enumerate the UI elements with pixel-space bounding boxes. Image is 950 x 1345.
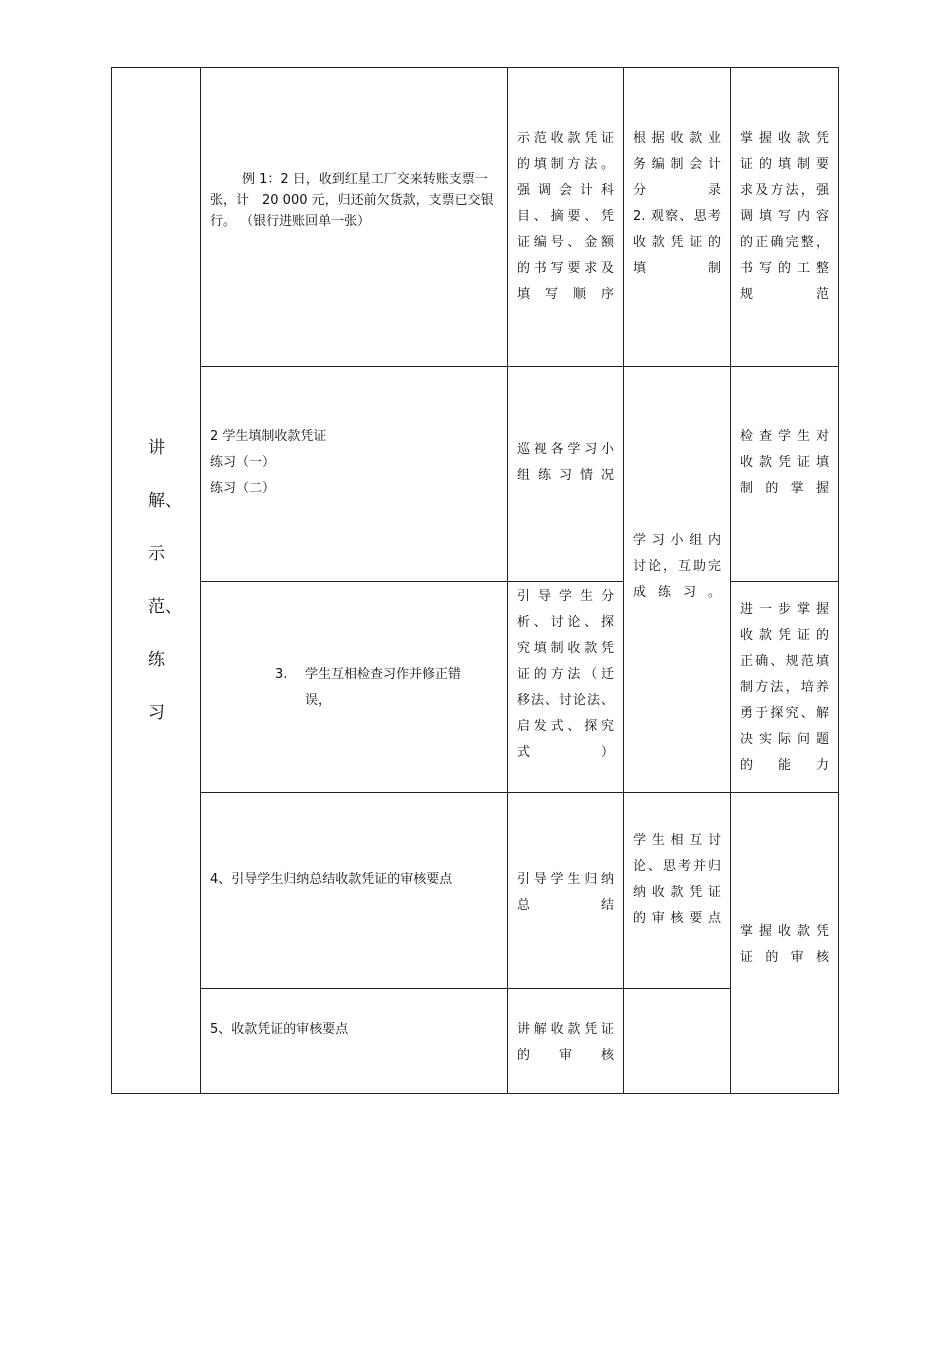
table-row bbox=[112, 68, 839, 367]
student-activity: 学生相互讨 论、思考并归 纳收款凭证 的审核要点 bbox=[633, 833, 721, 926]
student-cell bbox=[624, 367, 731, 793]
lesson-plan-table bbox=[111, 67, 839, 1094]
teacher-activity: 讲解收款凭证 的审核 bbox=[517, 1022, 614, 1063]
example-text bbox=[201, 68, 507, 232]
content-cell bbox=[201, 68, 508, 367]
practice-content: 2 学生填制收款凭证 练习（一） 练习（二） bbox=[210, 429, 327, 496]
peer-check-item bbox=[201, 582, 507, 714]
design-purpose: 掌握收款凭 证的填制要 求及方法，强 调填写内容 的正确完整， 书写的工整 规范 bbox=[740, 131, 829, 302]
purpose-cell bbox=[731, 367, 839, 582]
teacher-activity: 引导学生归纳 总结 bbox=[517, 872, 614, 913]
review-content: 5、收款凭证的审核要点 bbox=[210, 1022, 349, 1037]
teacher-cell bbox=[508, 793, 624, 989]
purpose-cell bbox=[731, 68, 839, 367]
stage-cell bbox=[112, 68, 201, 1094]
teacher-cell bbox=[508, 989, 624, 1094]
stage-label: 讲解、示范、练习 bbox=[148, 437, 182, 723]
teacher-cell bbox=[508, 68, 624, 367]
content-cell bbox=[201, 367, 508, 582]
content-cell bbox=[201, 793, 508, 989]
table-row bbox=[112, 367, 839, 582]
teacher-cell bbox=[508, 582, 624, 793]
purpose-cell bbox=[731, 793, 839, 1094]
student-activity: 根据收款业 务编制会计 分录 2. 观察、思考 收款凭证的 填制 bbox=[633, 131, 721, 276]
teacher-activity: 示范收款凭证 的填制方法。 强调会计科 目、摘要、凭 证编号、金额 的书写要求及 填写顺序 bbox=[517, 131, 614, 302]
content-cell bbox=[201, 582, 508, 793]
teacher-cell bbox=[508, 367, 624, 582]
teacher-activity: 巡视各学习小 组练习情况 bbox=[517, 442, 614, 483]
teacher-activity: 引导学生分 析、讨论、探 究填制收款凭 证的方法（迁 移法、讨论法、 启发式、探究 式） bbox=[517, 589, 614, 760]
student-cell bbox=[624, 68, 731, 367]
design-purpose: 进一步掌握 收款凭证的 正确、规范填 制方法，培养 勇于探究、解 决实际问题 的能力 bbox=[740, 602, 829, 773]
item-text: 学生互相检查习作并修正错误， bbox=[305, 667, 462, 708]
table-row bbox=[112, 989, 839, 1094]
purpose-cell bbox=[731, 582, 839, 793]
summary-content: 4、引导学生归纳总结收款凭证的审核要点 bbox=[210, 872, 453, 887]
design-purpose: 检查学生对 收款凭证填 制的掌握 bbox=[740, 429, 829, 496]
item-number: 3. bbox=[275, 667, 288, 682]
student-cell bbox=[624, 989, 731, 1094]
content-cell bbox=[201, 989, 508, 1094]
student-activity: 学习小组内 讨论，互助完 成练习。 bbox=[633, 533, 721, 600]
student-cell bbox=[624, 793, 731, 989]
example-content: 例 1：2 日，收到红星工厂交来转账支票一张，计 20 000 元，归还前欠货款，支票已交银行。 （银行进账回单一张） bbox=[210, 172, 494, 229]
table-row bbox=[112, 793, 839, 989]
design-purpose: 掌握收款凭 证的审核 bbox=[740, 924, 829, 965]
